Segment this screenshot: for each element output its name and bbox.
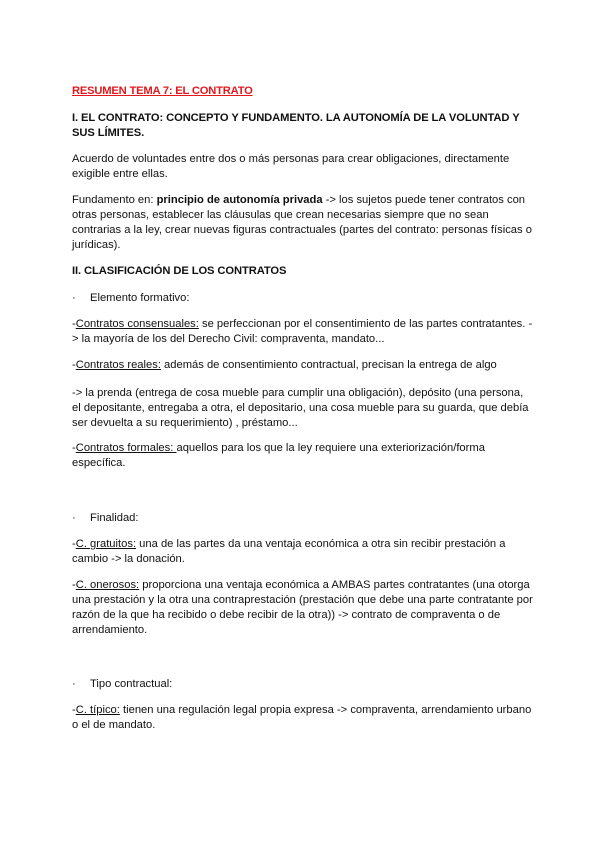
formales-term: Contratos formales: bbox=[75, 442, 177, 454]
gratuitos-paragraph bbox=[72, 537, 534, 567]
bullet-label: Elemento formativo: bbox=[90, 292, 190, 304]
reales-term: Contratos reales: bbox=[75, 359, 161, 371]
onerosos-term: C. onerosos: bbox=[75, 579, 140, 591]
document-title: RESUMEN TEMA 7: EL CONTRATO bbox=[72, 85, 253, 97]
dash: - bbox=[72, 318, 76, 330]
tipico-text: tienen una regulación legal propia expresa -> compraventa, arrendamiento urbano o el de mandato. bbox=[72, 704, 532, 731]
formales-text: aquellos para los que la ley requiere una exteriorización/forma específica. bbox=[72, 442, 485, 469]
fundamento-rest: -> los sujetos puede tener contratos con otras personas, establecer las cláusulas que crean necesarias siempre que no sean contrarias a la ley, crear nuevas figuras contractuales (partes del contrato: personas físicas o jurídicas). bbox=[72, 194, 532, 251]
bullet-dot: · bbox=[72, 678, 76, 690]
fundamento-paragraph bbox=[72, 193, 534, 253]
formales-paragraph bbox=[72, 441, 534, 471]
bullet-label: Finalidad: bbox=[90, 512, 139, 524]
bullet-dot: · bbox=[72, 292, 76, 304]
dash: - bbox=[72, 359, 76, 371]
reales-paragraph bbox=[72, 358, 534, 373]
bullet-label: Tipo contractual: bbox=[90, 678, 173, 690]
dash: - bbox=[72, 442, 76, 454]
gratuitos-term: C. gratuitos: bbox=[75, 538, 137, 550]
tipico-term: C. típico: bbox=[75, 704, 120, 716]
fundamento-prefix: Fundamento en: bbox=[72, 194, 157, 206]
section-2-heading: II. CLASIFICACIÓN DE LOS CONTRATOS bbox=[72, 265, 287, 277]
section-1-heading: I. EL CONTRATO: CONCEPTO Y FUNDAMENTO. LA AUTONOMÍA DE LA VOLUNTAD Y SUS LÍMITES. bbox=[72, 112, 520, 139]
onerosos-paragraph bbox=[72, 578, 534, 638]
bullet-dot: · bbox=[72, 512, 76, 524]
fundamento-bold: principio de autonomía privada bbox=[156, 194, 323, 206]
bullet-tipo-contractual bbox=[72, 677, 172, 692]
reales-examples: -> la prenda (entrega de cosa mueble para cumplir una obligación), depósito (una persona, el depositante, entregaba a otra, el depositario, una cosa mueble para su guarda, que debía ser devuelta a su requerimiento) , préstamo... bbox=[72, 387, 529, 429]
reales-text: además de consentimiento contractual, precisan la entrega de algo bbox=[160, 359, 497, 371]
onerosos-text: proporciona una ventaja económica a AMBAS partes contratantes (una otorga una prestación y la otra una contraprestación (prestación que debe una parte contratante por razón de la que ha recibido o debe recibir de la otra)) -> contrato de compraventa o de arrendamiento. bbox=[72, 579, 533, 636]
dash: - bbox=[72, 579, 76, 591]
consensuales-text: se perfeccionan por el consentimiento de las partes contratantes. -> la mayoría de los del Derecho Civil: compraventa, mandato... bbox=[72, 318, 533, 345]
bullet-finalidad bbox=[72, 511, 139, 526]
consensuales-paragraph bbox=[72, 317, 534, 347]
dash: - bbox=[72, 538, 76, 550]
dash: - bbox=[72, 704, 76, 716]
consensuales-term: Contratos consensuales: bbox=[75, 318, 199, 330]
gratuitos-text: una de las partes da una ventaja económica a otra sin recibir prestación a cambio -> la donación. bbox=[72, 538, 506, 565]
contract-definition: Acuerdo de voluntades entre dos o más personas para crear obligaciones, directamente exigible entre ellas. bbox=[72, 153, 510, 180]
bullet-elemento-formativo bbox=[72, 291, 190, 306]
tipico-paragraph bbox=[72, 703, 534, 733]
